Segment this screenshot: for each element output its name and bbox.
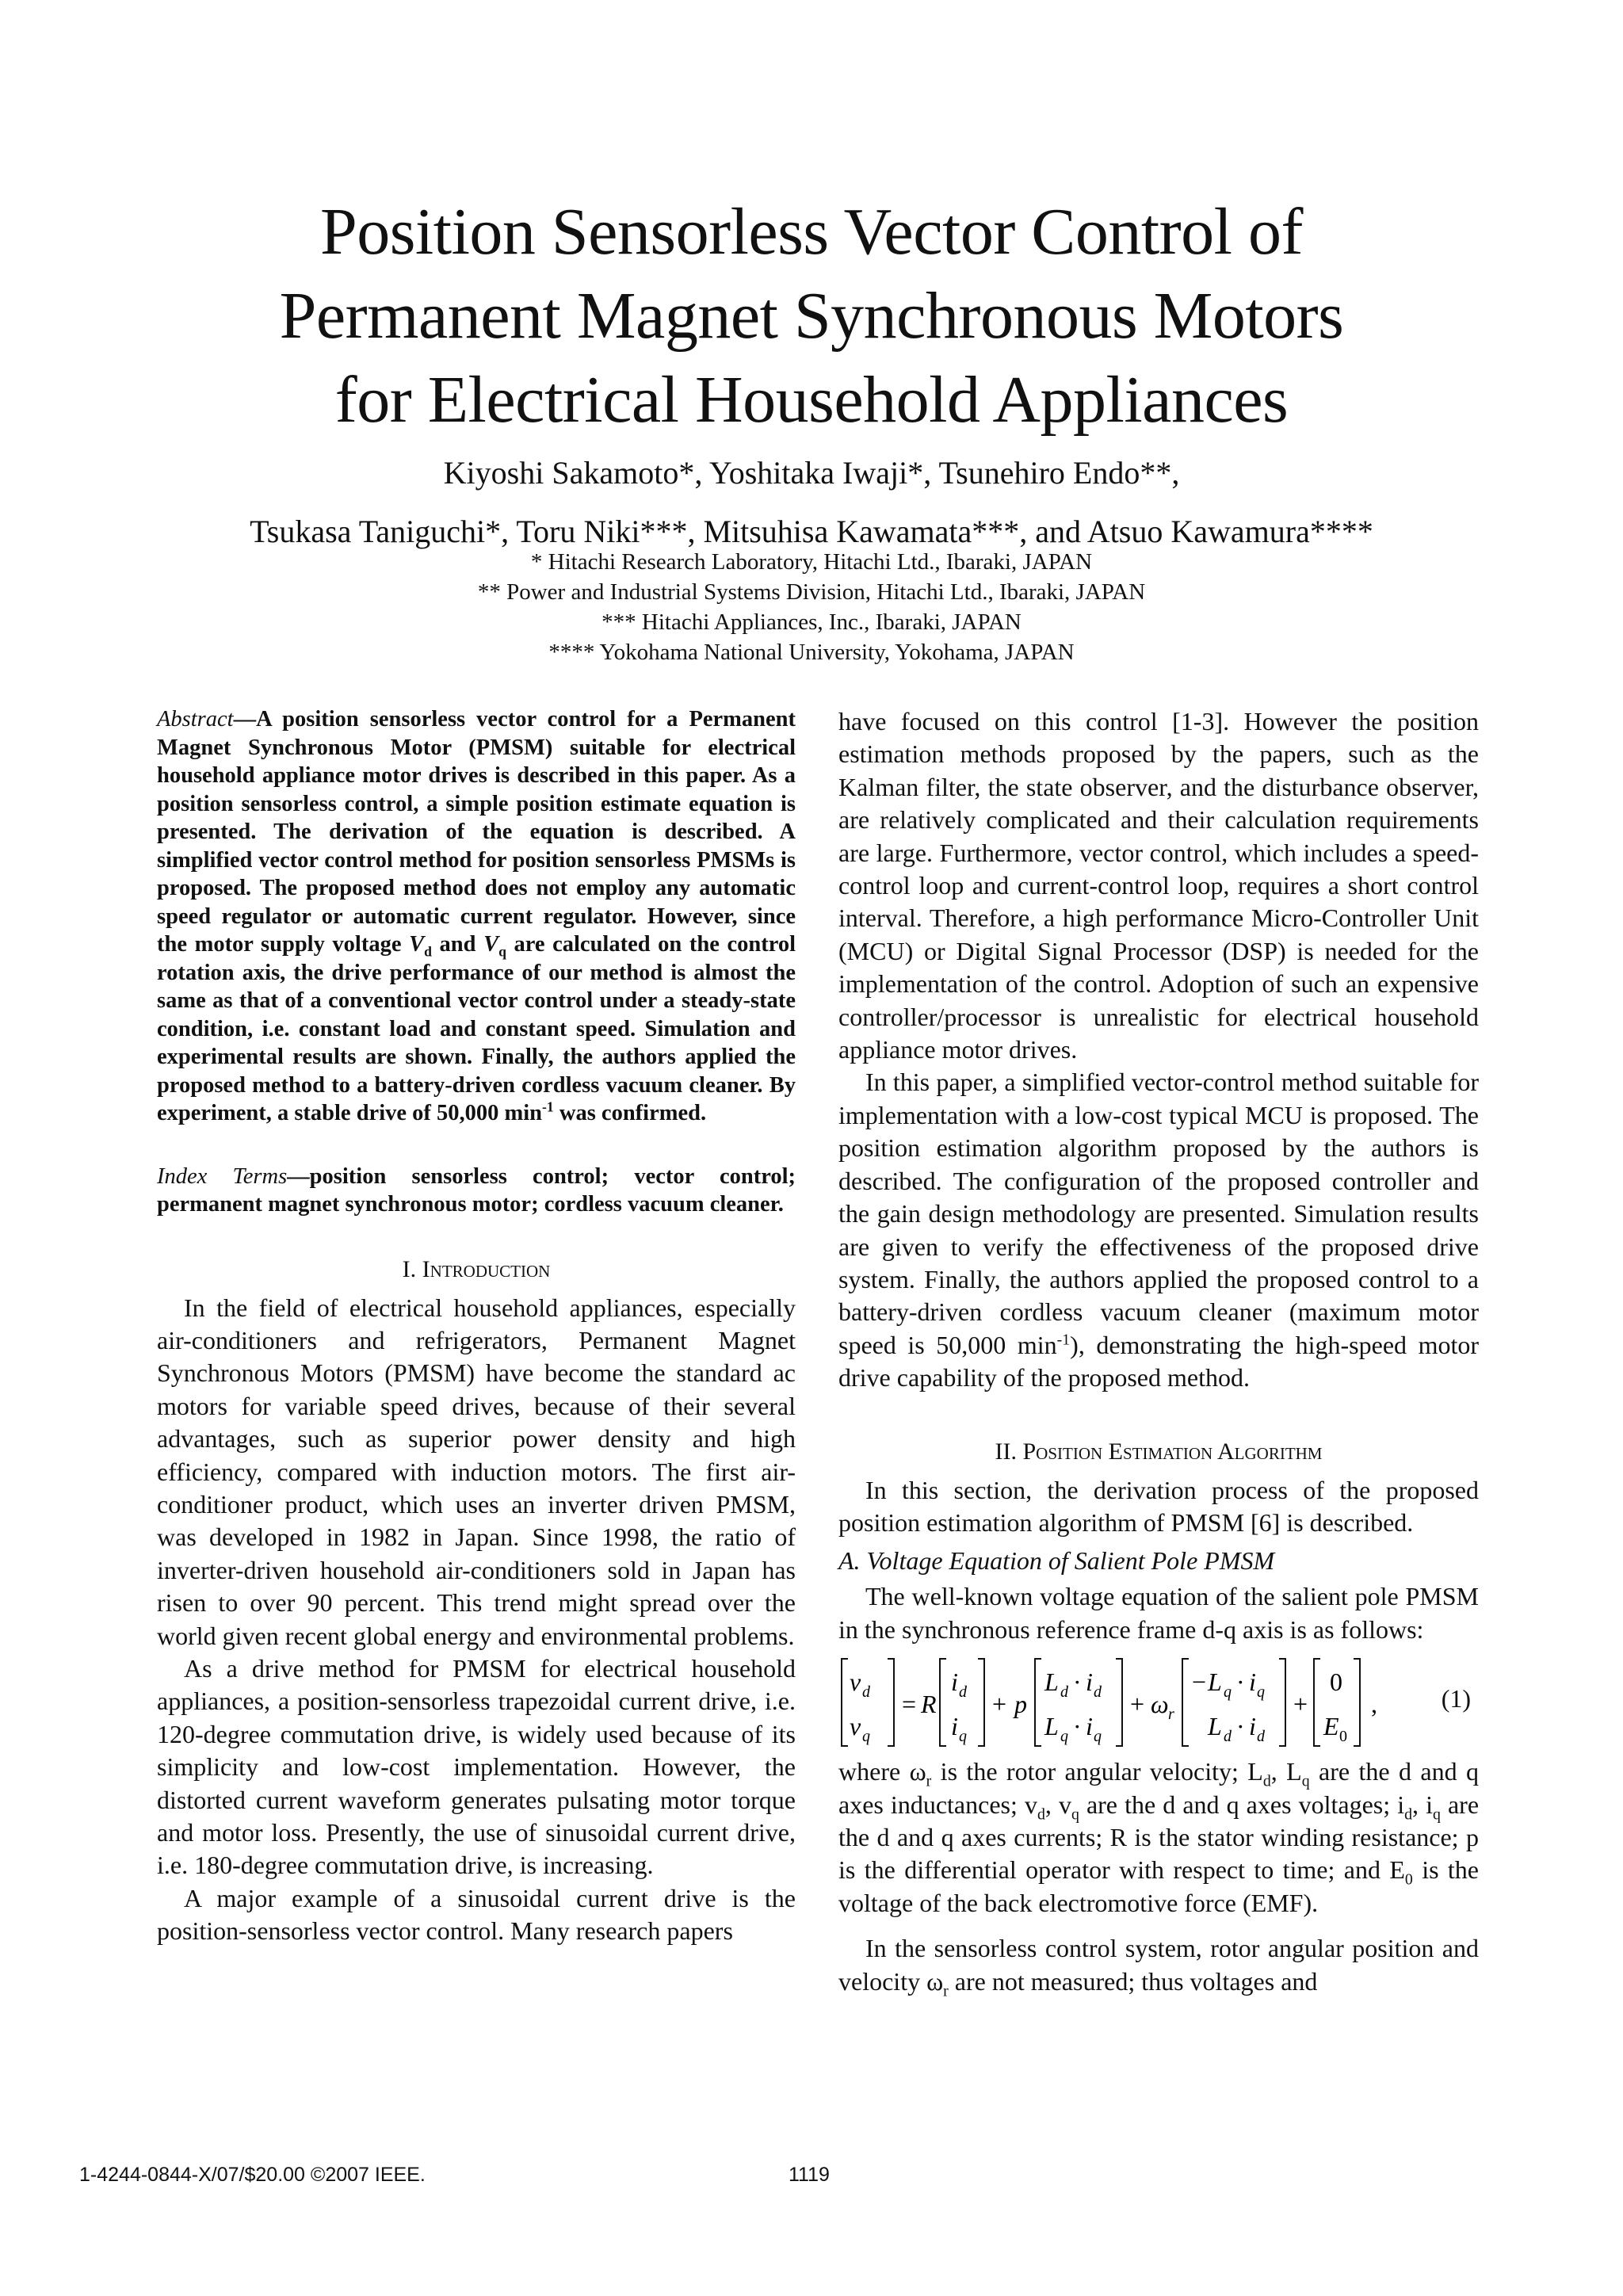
eq-omega: ω	[1151, 1690, 1169, 1719]
eq-plus-1: +	[992, 1690, 1007, 1719]
eq-L-2: L	[1044, 1712, 1059, 1741]
subsection-a-label: A.	[838, 1546, 861, 1576]
eq-id-sub: d	[959, 1683, 967, 1702]
abstract-vd: V	[409, 932, 425, 957]
p2-sub-r: r	[943, 1981, 949, 2000]
abstract-vq: V	[483, 932, 499, 957]
where-sub-q-3: q	[1432, 1805, 1441, 1823]
eq-iq-sub: q	[959, 1728, 967, 1746]
page-number: 1119	[789, 2164, 830, 2186]
authors-line-2: Tsukasa Taniguchi*, Toru Niki***, Mitsuhisa Kawamata***, and Atsuo Kawamura****	[250, 514, 1373, 549]
eq-i-4: i	[1249, 1712, 1256, 1741]
intro-paragraph-3: A major example of a sinusoidal current drive is the position-sensorless vector control. Many research papers	[157, 1883, 796, 1946]
where-text-5: , v	[1044, 1790, 1071, 1819]
title-line-1: Position Sensorless Vector Control of	[320, 195, 1303, 269]
where-sub-d-3: d	[1404, 1805, 1413, 1823]
equation-1-number: (1)	[1441, 1684, 1471, 1713]
abstract-text-a: A position sensorless vector control for a Permanent Magnet Synchronous Motor (PMSM) suitable for electrical household appliance motor drives is described in this paper. As a position sensorless control, a simple position estimate equation is presented. The derivation of the equation is described. A simplified vector control method for position sensorless PMSMs is proposed. The proposed method does not employ any automatic speed regulator or automatic current regulator. However, since the motor supply voltage	[157, 707, 796, 957]
abstract-text-c: was confirmed.	[553, 1101, 707, 1125]
abstract	[157, 705, 796, 1128]
eq-zero: 0	[1330, 1668, 1342, 1697]
eq-i-1: i	[1086, 1668, 1093, 1697]
where-sub-q-2: q	[1071, 1805, 1079, 1823]
where-sub-q-1: q	[1301, 1772, 1310, 1790]
affiliation-4: **** Yokohama National University, Yokohama, JAPAN	[548, 640, 1075, 665]
index-terms-dash: —	[287, 1163, 310, 1189]
eq-E: E	[1323, 1712, 1339, 1741]
intro-paragraph-1: In the field of electrical household appliances, especially air-conditioners and refrigerators, Permanent Magnet Synchronous Motors (PMSM) have become the standard ac motors for variable speed drives, because of their several advantages, such as superior power density and high efficiency, compared with induction motors. The first air-conditioner product, which uses an inverter driven PMSM, was developed in 1982 in Japan. Since 1998, the ratio of inverter-driven household air-conditioners sold in Japan has risen to over 90 percent. This trend might spread over the world given recent global energy and environmental problems.	[157, 1293, 796, 1650]
eq-vd-sub: d	[862, 1683, 870, 1702]
index-terms-text: position sensorless control; vector control; permanent magnet synchronous motor; cordless vacuum cleaner.	[157, 1163, 796, 1217]
eq-L-1: L	[1044, 1668, 1059, 1697]
eq-i-3-sub: q	[1257, 1683, 1265, 1702]
left-column	[157, 705, 796, 1948]
where-text-8: are the d and q axes currents; R is the stator winding resistance; p is the differential operator with respect to time; and E	[838, 1790, 1480, 1885]
paragraph-gap	[838, 1920, 1479, 1932]
section-heading-position-estimation	[838, 1436, 1479, 1468]
eq-L-1-sub: d	[1060, 1683, 1068, 1702]
author-list	[0, 444, 1623, 561]
where-sub-0: 0	[1404, 1870, 1413, 1889]
intro-paragraph-4	[838, 1066, 1479, 1394]
affiliation-3: *** Hitachi Appliances, Inc., Ibaraki, JAPAN	[601, 609, 1022, 635]
affiliation-1: * Hitachi Research Laboratory, Hitachi Ltd., Ibaraki, JAPAN	[530, 549, 1093, 575]
abstract-vd-sub: d	[424, 943, 432, 960]
eq-plus-2: +	[1130, 1690, 1145, 1719]
equation-1-description	[838, 1755, 1479, 1920]
p2-text-b: are not measured; thus voltages and	[948, 1966, 1318, 1996]
index-terms	[157, 1163, 796, 1219]
eq-i-4-sub: d	[1257, 1728, 1265, 1746]
right-column	[838, 705, 1479, 1998]
eq-i-2: i	[1086, 1712, 1093, 1741]
title-line-2: Permanent Magnet Synchronous Motors	[279, 279, 1344, 353]
eq-i-2-sub: q	[1094, 1728, 1102, 1746]
where-sub-r: r	[926, 1772, 932, 1790]
where-text-1: where ω	[838, 1757, 926, 1786]
where-text-6: are the d and q axes voltages; i	[1079, 1790, 1405, 1819]
section-1-numeral: I.	[402, 1255, 417, 1282]
section-2-paragraph-1: In this section, the derivation process of the proposed position estimation algorithm of PMSM [6] is described.	[838, 1475, 1479, 1537]
eq-R: R	[921, 1690, 937, 1719]
subsection-heading-a	[838, 1544, 1479, 1577]
abstract-text-b: are calculated on the control rotation axis, the drive performance of our method is almost the same as that of a conventional vector control under a steady-state condition, i.e. constant load and constant speed. Simulation and experimental results are shown. Finally, the authors applied the proposed method to a battery-driven cordless vacuum cleaner. By experiment, a stable drive of 50,000 min	[157, 932, 796, 1125]
equation-1	[838, 1652, 1479, 1752]
where-text-3: , L	[1270, 1757, 1302, 1786]
eq-L-3-sub: q	[1224, 1683, 1232, 1702]
eq-L-4: L	[1208, 1712, 1222, 1741]
eq-L-2-sub: q	[1060, 1728, 1068, 1746]
eq-id: i	[951, 1668, 958, 1697]
equation-1-graphic	[838, 1652, 1441, 1752]
eq-plus-3: +	[1293, 1690, 1308, 1719]
where-text-4: are the d and q axes inductances; v	[838, 1757, 1480, 1819]
title-line-3: for Electrical Household Appliances	[334, 363, 1289, 437]
section-1-title: Introduction	[422, 1255, 551, 1282]
eq-i-3: i	[1249, 1668, 1256, 1697]
abstract-vq-sub: q	[498, 943, 506, 960]
eq-p: p	[1014, 1690, 1027, 1719]
eq-omega-sub: r	[1168, 1706, 1174, 1724]
eq-dot-3: ·	[1236, 1668, 1245, 1697]
index-terms-label: Index Terms	[157, 1163, 288, 1189]
paper-title	[0, 190, 1623, 442]
where-sub-d-2: d	[1037, 1805, 1045, 1823]
subsection-a-paragraph-1: The well-known voltage equation of the salient pole PMSM in the synchronous reference frame d-q axis is as follows:	[838, 1582, 1479, 1644]
section-2-title: Position Estimation Algorithm	[1022, 1438, 1323, 1465]
intro-paragraph-3-continued: have focused on this control [1-3]. However the position estimation methods proposed by the papers, such as the Kalman filter, the state observer, and the disturbance observer, are relatively complicated and their calculation requirements are large. Furthermore, vector control, which includes a speed-control loop and current-control loop, requires a short control interval. Therefore, a high performance Micro-Controller Unit (MCU) or Digital Signal Processor (DSP) is needed for the implementation of the control. Adoption of such an expensive controller/processor is unrealistic for electrical household appliance motor drives.	[838, 707, 1479, 1064]
eq-equals: =	[902, 1690, 917, 1719]
section-2-numeral: II.	[995, 1438, 1017, 1465]
eq-dot-2: ·	[1073, 1712, 1082, 1741]
eq-comma: ,	[1371, 1690, 1377, 1719]
p2-text-a: In the sensorless control system, rotor angular position and velocity ω	[838, 1934, 1479, 1996]
eq-vd: v	[850, 1668, 861, 1697]
where-text-2: is the rotor angular velocity; L	[931, 1757, 1263, 1786]
eq-dot-4: ·	[1236, 1712, 1245, 1741]
abstract-label: Abstract	[157, 707, 234, 732]
affiliations	[0, 547, 1623, 667]
abstract-sup: -1	[542, 1098, 554, 1115]
subsection-a-title: Voltage Equation of Salient Pole PMSM	[866, 1546, 1275, 1576]
where-text-9: is the voltage of the back electromotive force (EMF).	[838, 1855, 1479, 1917]
section-heading-introduction	[157, 1254, 796, 1286]
eq-L-4-sub: d	[1224, 1728, 1232, 1746]
intro-p4-sup: -1	[1056, 1331, 1071, 1349]
eq-iq: i	[951, 1712, 958, 1741]
eq-i-1-sub: d	[1094, 1683, 1102, 1702]
authors-line-1: Kiyoshi Sakamoto*, Yoshitaka Iwaji*, Tsunehiro Endo**,	[443, 455, 1180, 491]
abstract-dash: —	[233, 707, 257, 732]
eq-L-3: L	[1208, 1668, 1222, 1697]
where-text-7: , i	[1412, 1790, 1433, 1819]
intro-p4-text-b: ), demonstrating the high-speed motor drive capability of the proposed method.	[838, 1330, 1480, 1392]
intro-paragraph-2: As a drive method for PMSM for electrical household appliances, a position-sensorless trapezoidal current drive, i.e. 120-degree commutation drive, is widely used because of its simplicity and low-cost implementation. However, the distorted current waveform generates pulsating motor torque and motor loss. Presently, the use of sinusoidal current drive, i.e. 180-degree commutation drive, is increasing.	[157, 1653, 796, 1880]
abstract-and: and	[431, 932, 484, 957]
intro-p4-text-a: In this paper, a simplified vector-control method suitable for implementation with a low-cost typical MCU is proposed. The position estimation algorithm proposed by the authors is described. The configuration of the proposed controller and the gain design methodology are presented. Simulation results are given to verify the effectiveness of the proposed drive system. Finally, the authors applied the proposed control to a battery-driven cordless vacuum cleaner (maximum motor speed is 50,000 min	[838, 1068, 1479, 1359]
eq-E-sub: 0	[1339, 1728, 1347, 1746]
eq-dot-1: ·	[1073, 1668, 1082, 1697]
copyright-notice: 1-4244-0844-X/07/$20.00 ©2007 IEEE.	[79, 2164, 426, 2186]
where-sub-d-1: d	[1262, 1772, 1271, 1790]
affiliation-2: ** Power and Industrial Systems Division, Hitachi Ltd., Ibaraki, JAPAN	[477, 579, 1146, 605]
eq-vq: v	[850, 1712, 861, 1741]
eq-minus: −	[1192, 1668, 1207, 1697]
subsection-a-paragraph-2	[838, 1932, 1479, 1998]
eq-vq-sub: q	[862, 1728, 870, 1746]
